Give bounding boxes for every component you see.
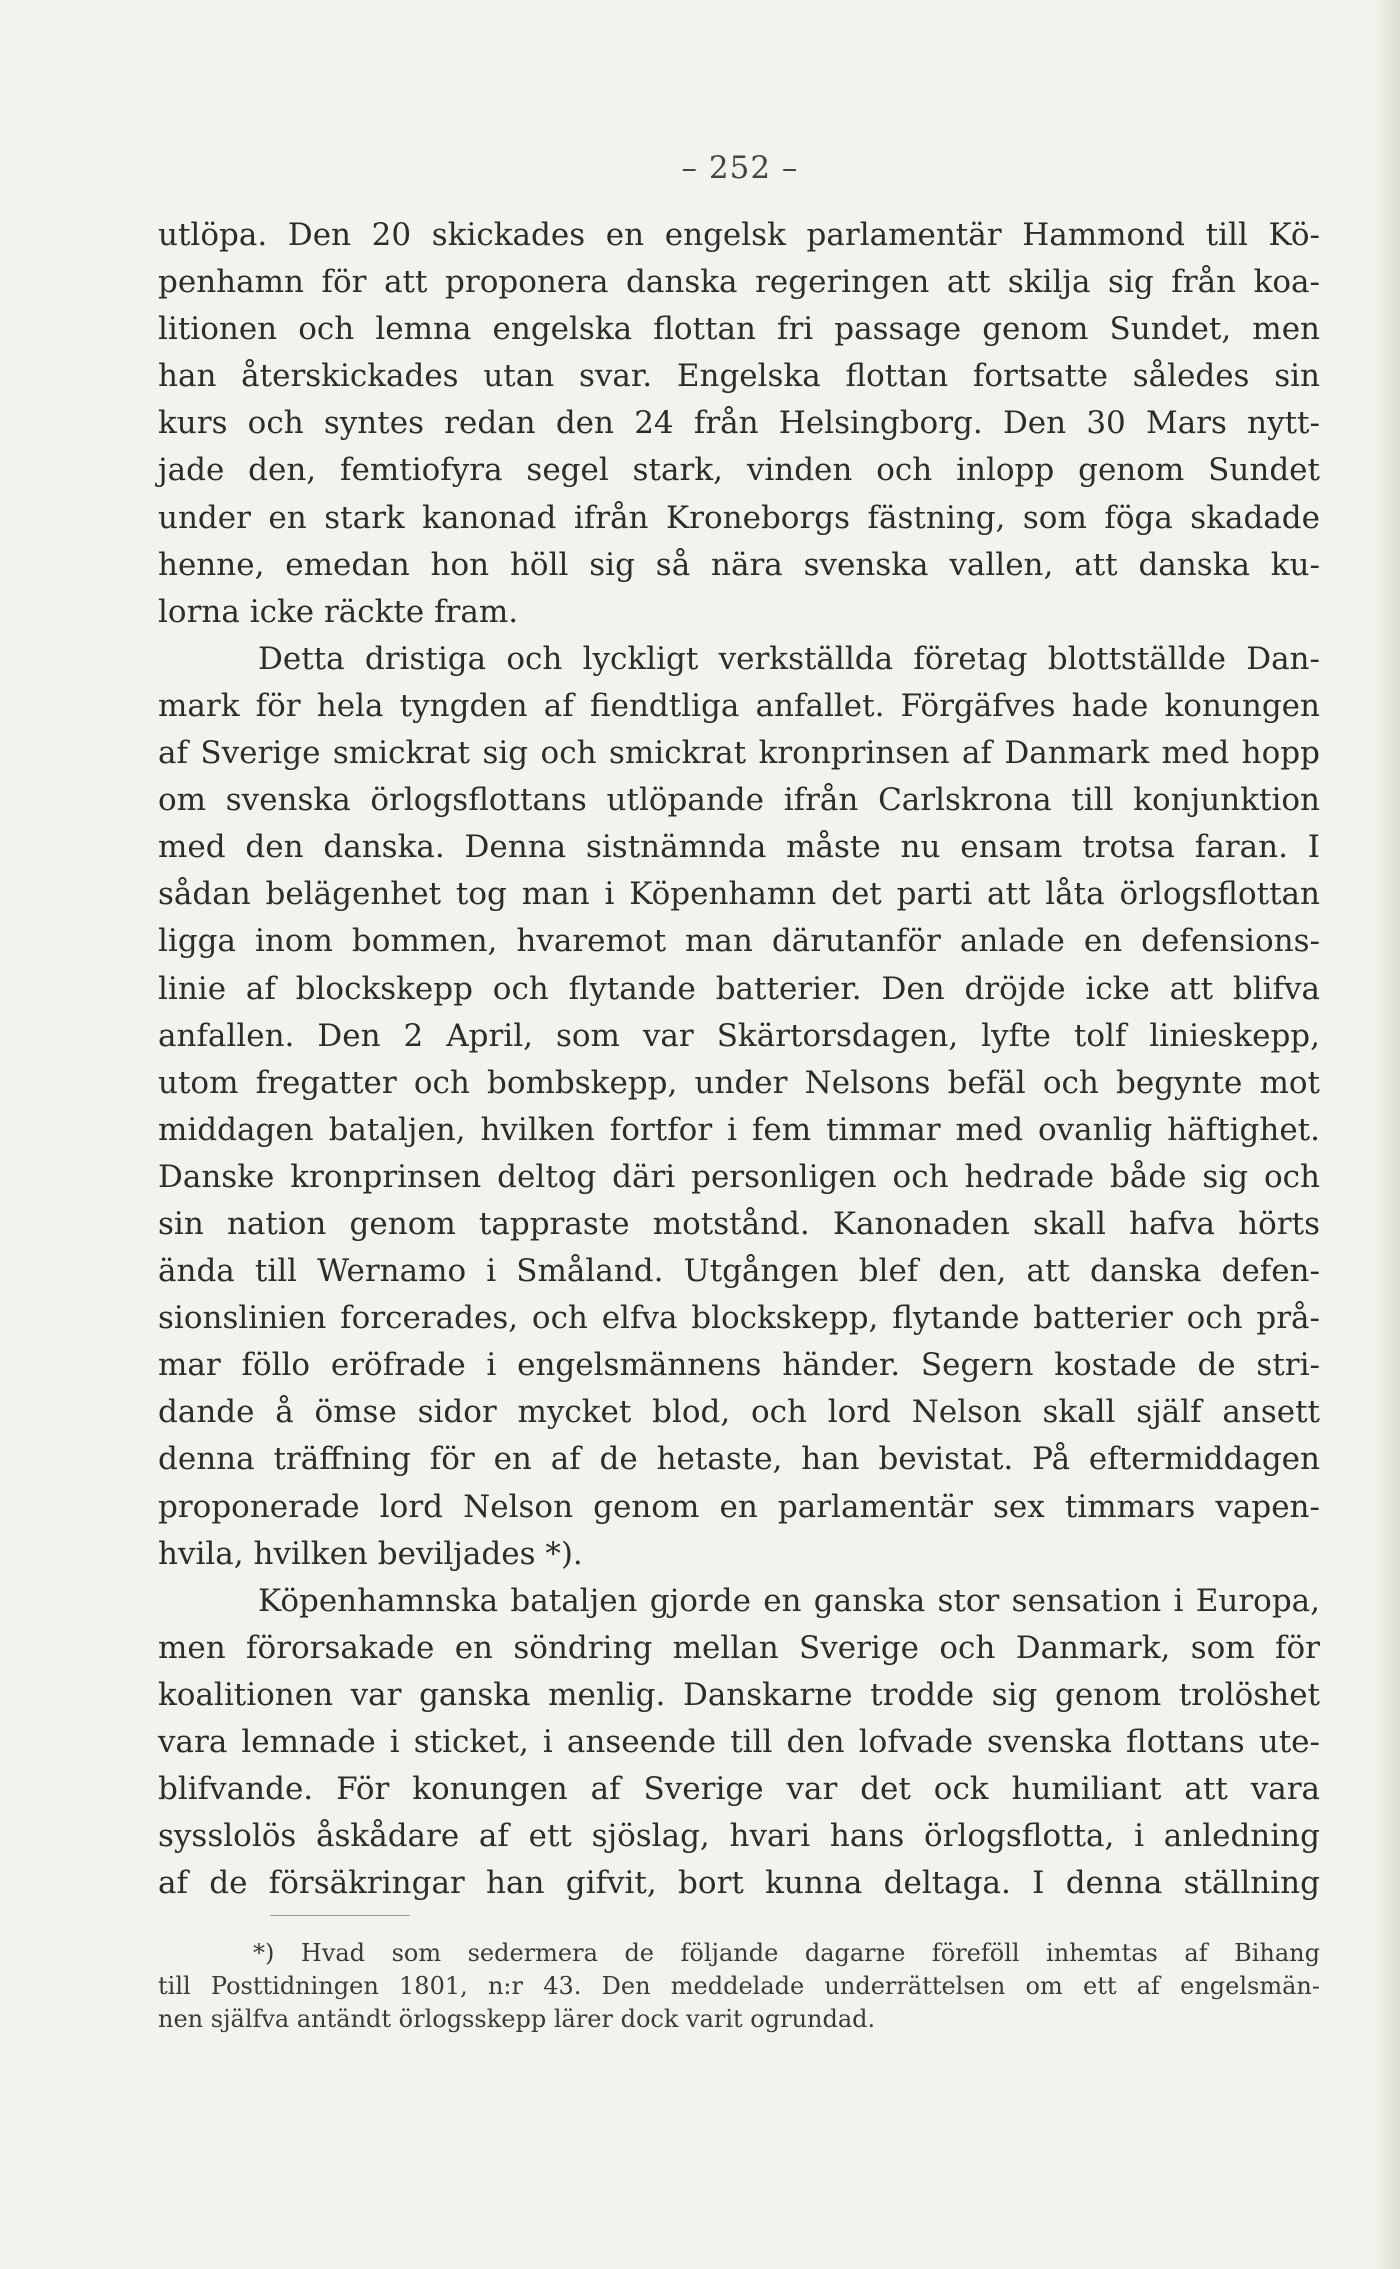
text-line: hvila, hvilken beviljades *). [158, 1535, 583, 1572]
text-line: blifvande. För konungen af Sverige var det ock humiliant att vara [158, 1771, 1320, 1808]
text-line: sin nation genom tappraste motstånd. Kanonaden skall hafva hörts [158, 1205, 1320, 1242]
page-edge-shadow [1374, 0, 1400, 2269]
text-line: penhamn för att proponera danska regeringen att skilja sig från koa- [158, 264, 1320, 301]
paragraph [158, 636, 1320, 1578]
text-line: Detta dristiga och lyckligt verkställda företag blottställde Dan- [258, 640, 1320, 677]
text-line: sionslinien forcerades, och elfva blockskepp, flytande batterier och prå- [158, 1300, 1320, 1337]
text-line: dande å ömse sidor mycket blod, och lord Nelson skall själf ansett [158, 1394, 1320, 1431]
text-line: med den danska. Denna sistnämnda måste nu ensam trotsa faran. I [158, 829, 1320, 866]
footnote [158, 1937, 1320, 2036]
text-line: sådan belägenhet tog man i Köpenhamn det parti att låta örlogsflottan [158, 876, 1320, 913]
text-line: Danske kronprinsen deltog däri personligen och hedrade både sig och [158, 1158, 1320, 1195]
text-line: ända till Wernamo i Småland. Utgången blef den, att danska defen- [158, 1253, 1320, 1290]
text-line: men förorsakade en söndring mellan Sverige och Danmark, som för [158, 1629, 1320, 1666]
text-line: af Sverige smickrat sig och smickrat kronprinsen af Danmark med hopp [158, 735, 1320, 772]
text-line: kurs och syntes redan den 24 från Helsingborg. Den 30 Mars nytt- [158, 405, 1320, 442]
text-line: litionen och lemna engelska flottan fri passage genom Sundet, men [158, 311, 1320, 348]
text-line: proponerade lord Nelson genom en parlamentär sex timmars vapen- [158, 1488, 1320, 1525]
paragraph [158, 1578, 1320, 1908]
text-line: mar föllo eröfrade i engelsmännens händer. Segern kostade de stri- [158, 1347, 1320, 1384]
footnote-line: *) Hvad som sedermera de följande dagarne föreföll inhemtas af Bihang [253, 1939, 1320, 1967]
text-line: under en stark kanonad ifrån Kroneborgs fästning, som föga skadade [158, 499, 1320, 536]
footnote-divider [270, 1915, 410, 1916]
text-line: middagen bataljen, hvilken fortfor i fem timmar med ovanlig häftighet. [158, 1111, 1320, 1148]
text-line: anfallen. Den 2 April, som var Skärtorsdagen, lyfte tolf linieskepp, [158, 1017, 1320, 1054]
text-line: sysslolös åskådare af ett sjöslag, hvari hans örlogsflotta, i anledning [158, 1818, 1320, 1855]
footnote-line: till Posttidningen 1801, n:r 43. Den meddelade underrättelsen om ett af engelsmän- [158, 1972, 1320, 2000]
text-line: henne, emedan hon höll sig så nära svenska vallen, att danska ku- [158, 546, 1320, 583]
text-line: koalitionen var ganska menlig. Danskarne trodde sig genom trolöshet [158, 1676, 1320, 1713]
text-line: mark för hela tyngden af fiendtliga anfallet. Förgäfves hade konungen [158, 687, 1320, 724]
footnote-line: nen själfva antändt örlogsskepp lärer dock varit ogrundad. [158, 2005, 876, 2033]
text-line: utom fregatter och bombskepp, under Nelsons befäl och begynte mot [158, 1064, 1320, 1101]
text-line: han återskickades utan svar. Engelska flottan fortsatte således sin [158, 358, 1320, 395]
body-text [158, 212, 1320, 1907]
text-line: om svenska örlogsflottans utlöpande ifrån Carlskrona till konjunktion [158, 782, 1320, 819]
text-line: lorna icke räckte fram. [158, 593, 519, 630]
page-number: – 252 – [681, 150, 799, 186]
text-line: utlöpa. Den 20 skickades en engelsk parlamentär Hammond till Kö- [158, 217, 1320, 253]
paragraph [158, 212, 1320, 636]
text-line: linie af blockskepp och flytande batterier. Den dröjde icke att blifva [158, 970, 1320, 1007]
text-line: denna träffning för en af de hetaste, han bevistat. På eftermiddagen [158, 1441, 1320, 1478]
text-line: jade den, femtiofyra segel stark, vinden och inlopp genom Sundet [158, 452, 1320, 489]
text-line: Köpenhamnska bataljen gjorde en ganska stor sensation i Europa, [258, 1582, 1320, 1619]
text-line: ligga inom bommen, hvaremot man därutanför anlade en defensions- [158, 923, 1320, 960]
text-line: af de försäkringar han gifvit, bort kunna deltaga. I denna ställning [158, 1865, 1320, 1902]
text-line: vara lemnade i sticket, i anseende till den lofvade svenska flottans ute- [158, 1724, 1320, 1760]
